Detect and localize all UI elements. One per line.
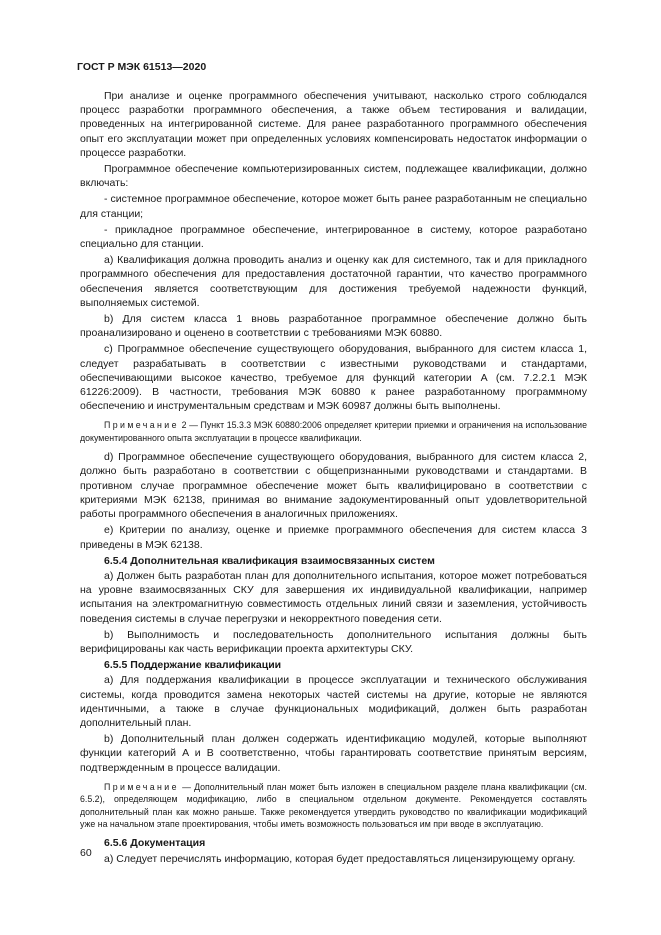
note-text: — Дополнительный план может быть изложен в специальном разделе плана квалификации (см. 6.5.2), определяющем модификацию, либо в специальном отдельном документе. Рекомендуется составлять дополнительный план как можно раньше. Также рекомендуется утвердить руководство по квалификации модификаций уже на начальном этапе проектирования, чтобы иметь возможность пользоваться им при вводе в эксплуатацию. <box>80 781 587 829</box>
paragraph: Программное обеспечение компьютеризированных систем, подлежащее квалификации, должно включать: <box>80 163 587 190</box>
note-label: Примечание <box>104 420 179 431</box>
paragraph-e: e) Критерии по анализу, оценке и приемке программного обеспечения для систем класса 3 приведены в МЭК 62138. <box>80 524 587 551</box>
paragraph-b: b) Для систем класса 1 вновь разработанное программное обеспечение должно быть проанализировано и оценено в соответствии с требованиями МЭК 60880. <box>80 313 587 340</box>
paragraph: При анализе и оценке программного обеспечения учитывают, насколько строго соблюдался процесс разработки программного обеспечения, а также объем тестирования и валидации, проведенных на интегрированной системе. Для ранее разработанного программного обеспечения опыт его эксплуатации может при определенных условиях компенсировать недостаток информации о процессе разработки. <box>80 90 587 159</box>
note-label: Примечание <box>104 781 179 792</box>
note <box>80 781 587 831</box>
paragraph-a: a) Должен быть разработан план для дополнительного испытания, которое может потребоваться на уровне взаимосвязанных СКУ для завершения их индивидуальной квалификации, например испытания на электромагнитную совместимость отдельных линий связи и заземления, устойчивость поведения системы в случае перегрузки и некорректного поведения сети. <box>80 569 587 625</box>
page-number: 60 <box>80 847 92 859</box>
section-heading-6-5-4: 6.5.4 Дополнительная квалификация взаимосвязанных систем <box>104 554 435 567</box>
paragraph-a: a) Следует перечислять информацию, которая будет предоставляться лицензирующему органу. <box>104 852 576 865</box>
paragraph-a: a) Для поддержания квалификации в процессе эксплуатации и технического обслуживания системы, когда проводится замена некоторых частей системы на другие, которые не являются идентичными, а также в случае функциональных модификаций, должен быть разработан дополнительный план. <box>80 674 587 729</box>
paragraph-a: a) Квалификация должна проводить анализ и оценку как для системного, так и для прикладного программного обеспечения для предоставления достаточной гарантии, что качество программного обеспечения является соответствующим для достижения требуемой надежности функций, выполняемых системой. <box>80 254 587 309</box>
document-header: ГОСТ Р МЭК 61513—2020 <box>77 61 207 73</box>
paragraph-c: c) Программное обеспечение существующего оборудования, выбранного для систем класса 1, следует разрабатывать в соответствии с известными руководствами и стандартами, обеспечивающими высокое качество, требуемое для функций категории A (см. 7.2.2.1 МЭК 61226:2009). В частности, требования МЭК 60880 к ранее разработанному программному обеспечению и инструментальным средствам и МЭК 60987 должны быть выполнены. <box>80 343 587 413</box>
list-item: - прикладное программное обеспечение, интегрированное в систему, которое разработано специально для станции. <box>80 223 587 251</box>
page-body <box>80 89 587 868</box>
paragraph-b: b) Дополнительный план должен содержать идентификацию модулей, которые выполняют функции категорий A и B соответственно, чтобы гарантировать соответствие принятым версиям, подтвержденным в процессе валидации. <box>80 733 587 774</box>
paragraph-b: b) Выполнимость и последовательность дополнительного испытания должны быть верифицированы как часть верификации проекта архитектуры СКУ. <box>80 628 587 655</box>
paragraph-d: d) Программное обеспечение существующего оборудования, выбранного для систем класса 2, должно быть разработано в соответствии с общепризнанными руководствами и стандартами. В противном случае программное обеспечение может быть квалифицировано в соответствии с критериями МЭК 62138, принимая во внимание задокументированный опыт удовлетворительной работы программного обеспечения в аналогичных приложениях. <box>80 451 587 521</box>
section-heading-6-5-6: 6.5.6 Документация <box>104 837 206 850</box>
section-heading-6-5-5: 6.5.5 Поддержание квалификации <box>104 659 282 672</box>
note-text: 2 — Пункт 15.3.3 МЭК 60880:2006 определяет критерии приемки и ограничения на использование документированного опыта эксплуатации в процессе квалификации. <box>80 420 587 443</box>
note-2 <box>80 419 587 444</box>
list-item: - системное программное обеспечение, которое может быть ранее разработанным не специально для станции; <box>80 193 587 220</box>
